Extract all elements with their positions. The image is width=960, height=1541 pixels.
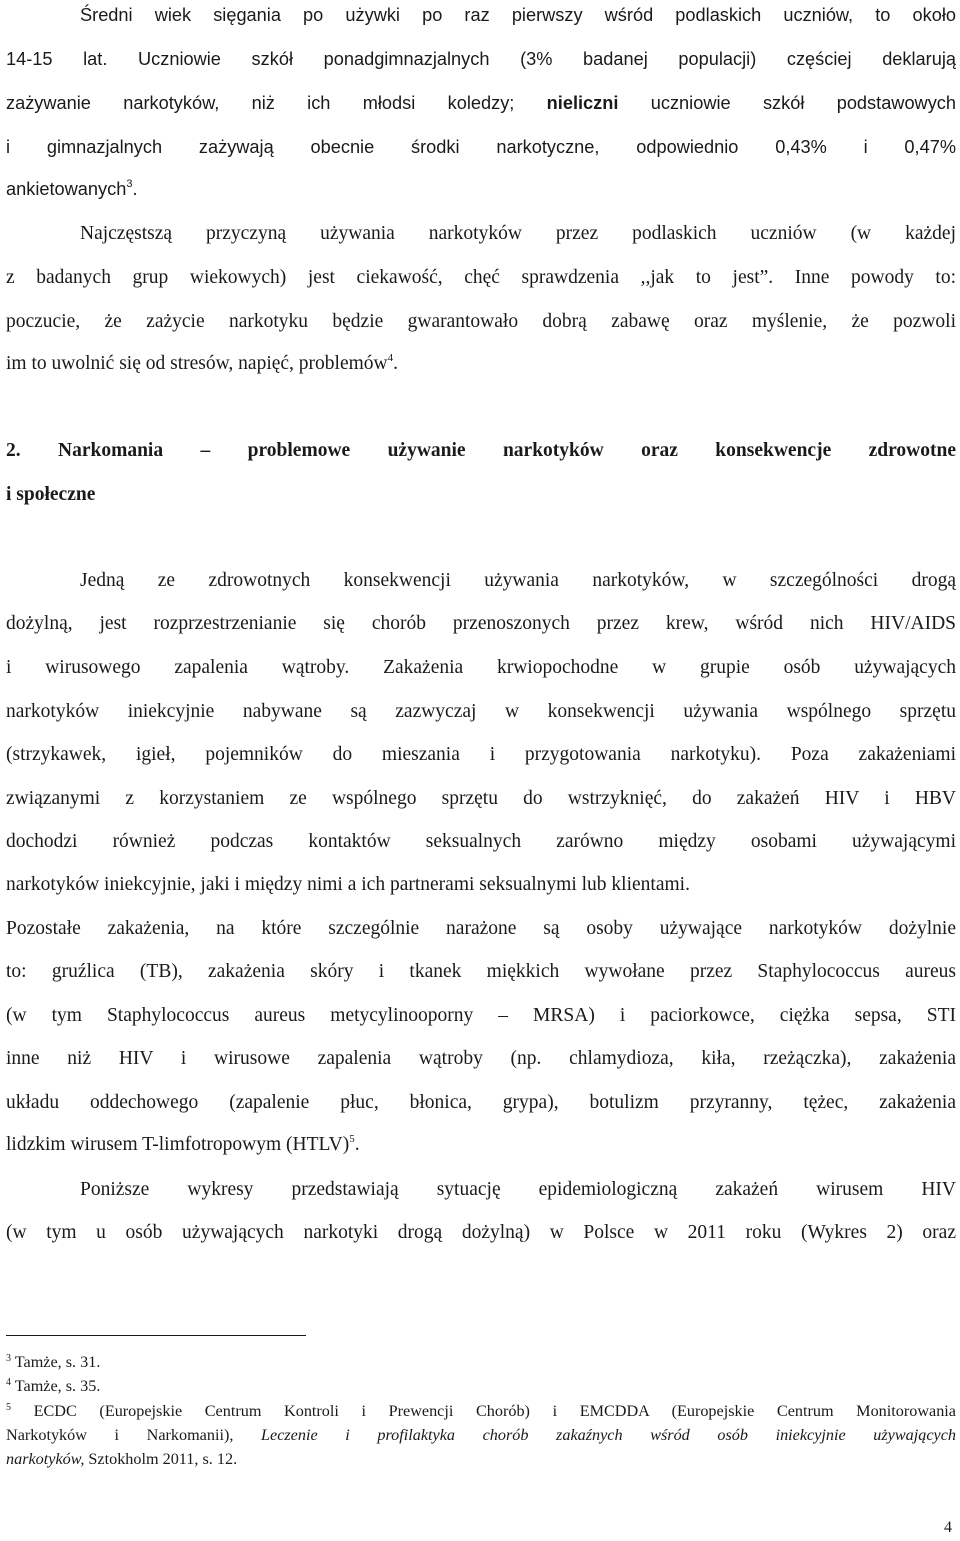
- paragraph-line: i wirusowego zapalenia wątroby. Zakażenia krwiopochodne w grupie osób używających: [6, 657, 956, 678]
- text-span: im to uwolnić się od stresów, napięć, problemów: [6, 353, 388, 374]
- paragraph-line: Średni wiek sięgania po używki po raz pierwszy wśród podlaskich uczniów, to około: [80, 5, 956, 25]
- footnote-ref: 4: [387, 352, 394, 364]
- footnote: [6, 1352, 956, 1372]
- paragraph-line: dochodzi również podczas kontaktów seksualnych zarówno między osobami używającymi: [6, 831, 956, 852]
- paragraph-line: dożylną, jest rozprzestrzenianie się chorób przenoszonych przez krew, wśród nich HIV/AIDS: [6, 613, 956, 634]
- footnote-line: [6, 1449, 956, 1469]
- paragraph-line: 14-15 lat. Uczniowie szkół ponadgimnazjalnych (3% badanej populacji) częściej deklarują: [6, 49, 956, 69]
- text-span: lidzkim wirusem T-limfotropowym (HTLV): [6, 1134, 350, 1155]
- text-span: uczniowie szkół podstawowych: [618, 93, 956, 113]
- footnote-text: Sztokholm 2011, s. 12.: [84, 1450, 238, 1468]
- footnote-number: 4: [6, 1377, 11, 1388]
- bold-text: nieliczni: [546, 93, 619, 113]
- text-span: .: [132, 179, 138, 199]
- footnote-ref: 3: [126, 178, 133, 190]
- paragraph-line: z badanych grup wiekowych) jest ciekawość, chęć sprawdzenia ,,jak to jest”. Inne powody to:: [6, 267, 956, 288]
- paragraph-line: Poniższe wykresy przedstawiają sytuację epidemiologiczną zakażeń wirusem HIV: [80, 1179, 956, 1200]
- footnote-title: Leczenie i profilaktyka chorób zakaźnych wśród osób iniekcyjnie używających: [261, 1426, 956, 1444]
- footnote-separator: [6, 1335, 306, 1336]
- paragraph-line: [6, 91, 956, 115]
- footnote-text: Tamże, s. 35.: [11, 1377, 101, 1395]
- paragraph-line: [6, 352, 956, 376]
- section-heading: 2. Narkomania – problemowe używanie narkotyków oraz konsekwencje zdrowotne: [6, 440, 956, 461]
- paragraph-line: poczucie, że zażycie narkotyku będzie gwarantowało dobrą zabawę oraz myślenie, że pozwoli: [6, 311, 956, 332]
- footnote-title: narkotyków,: [6, 1450, 85, 1468]
- footnote-number: 3: [6, 1353, 11, 1364]
- section-heading: i społeczne: [6, 484, 96, 505]
- paragraph-line: narkotyków iniekcyjnie, jaki i między nimi a ich partnerami seksualnymi lub klientami.: [6, 874, 690, 895]
- paragraph-line: [6, 1133, 956, 1157]
- footnote-text: Tamże, s. 31.: [11, 1353, 101, 1371]
- footnote-text: Narkotyków i Narkomanii),: [6, 1426, 262, 1444]
- paragraph-line: narkotyków iniekcyjnie nabywane są zazwyczaj w konsekwencji używania wspólnego sprzętu: [6, 701, 956, 722]
- page-number: 4: [944, 1519, 952, 1536]
- footnote-ref: 5: [349, 1133, 355, 1145]
- footnote-number: 5: [6, 1402, 11, 1413]
- text-span: .: [354, 1134, 360, 1155]
- paragraph-line: (w tym u osób używających narkotyki drogą dożylną) w Polsce w 2011 roku (Wykres 2) oraz: [6, 1222, 956, 1243]
- paragraph-line: i gimnazjalnych zażywają obecnie środki narkotyczne, odpowiednio 0,43% i 0,47%: [6, 137, 956, 157]
- footnote: [6, 1401, 956, 1421]
- paragraph-line: (w tym Staphylococcus aureus metycylinooporny – MRSA) i paciorkowce, ciężka sepsa, STI: [6, 1005, 956, 1026]
- footnote: [6, 1376, 956, 1396]
- paragraph-line: układu oddechowego (zapalenie płuc, błonica, grypa), botulizm przyranny, tężec, zakażenia: [6, 1092, 956, 1113]
- paragraph-line: [6, 177, 956, 201]
- footnote-line: [6, 1425, 956, 1445]
- footnote-text: ECDC (Europejskie Centrum Kontroli i Prewencji Chorób) i EMCDDA (Europejskie Centrum Monitorowania: [11, 1402, 956, 1420]
- text-span: zażywanie narkotyków, niż ich młodsi koledzy;: [6, 93, 547, 113]
- text-span: ankietowanych: [6, 179, 127, 199]
- paragraph-line: Najczęstszą przyczyną używania narkotyków przez podlaskich uczniów (w każdej: [80, 223, 956, 244]
- text-span: .: [393, 353, 398, 374]
- paragraph-line: to: gruźlica (TB), zakażenia skóry i tkanek miękkich wywołane przez Staphylococcus aureus: [6, 961, 956, 982]
- paragraph-line: (strzykawek, igieł, pojemników do mieszania i przygotowania narkotyku). Poza zakażeniami: [6, 744, 956, 765]
- paragraph-line: Jedną ze zdrowotnych konsekwencji używania narkotyków, w szczególności drogą: [80, 570, 956, 591]
- paragraph-line: inne niż HIV i wirusowe zapalenia wątroby (np. chlamydioza, kiła, rzeżączka), zakażenia: [6, 1048, 956, 1069]
- paragraph-line: związanymi z korzystaniem ze wspólnego sprzętu do wstrzyknięć, do zakażeń HIV i HBV: [6, 788, 956, 809]
- paragraph-line: Pozostałe zakażenia, na które szczególnie narażone są osoby używające narkotyków dożylnie: [6, 918, 956, 939]
